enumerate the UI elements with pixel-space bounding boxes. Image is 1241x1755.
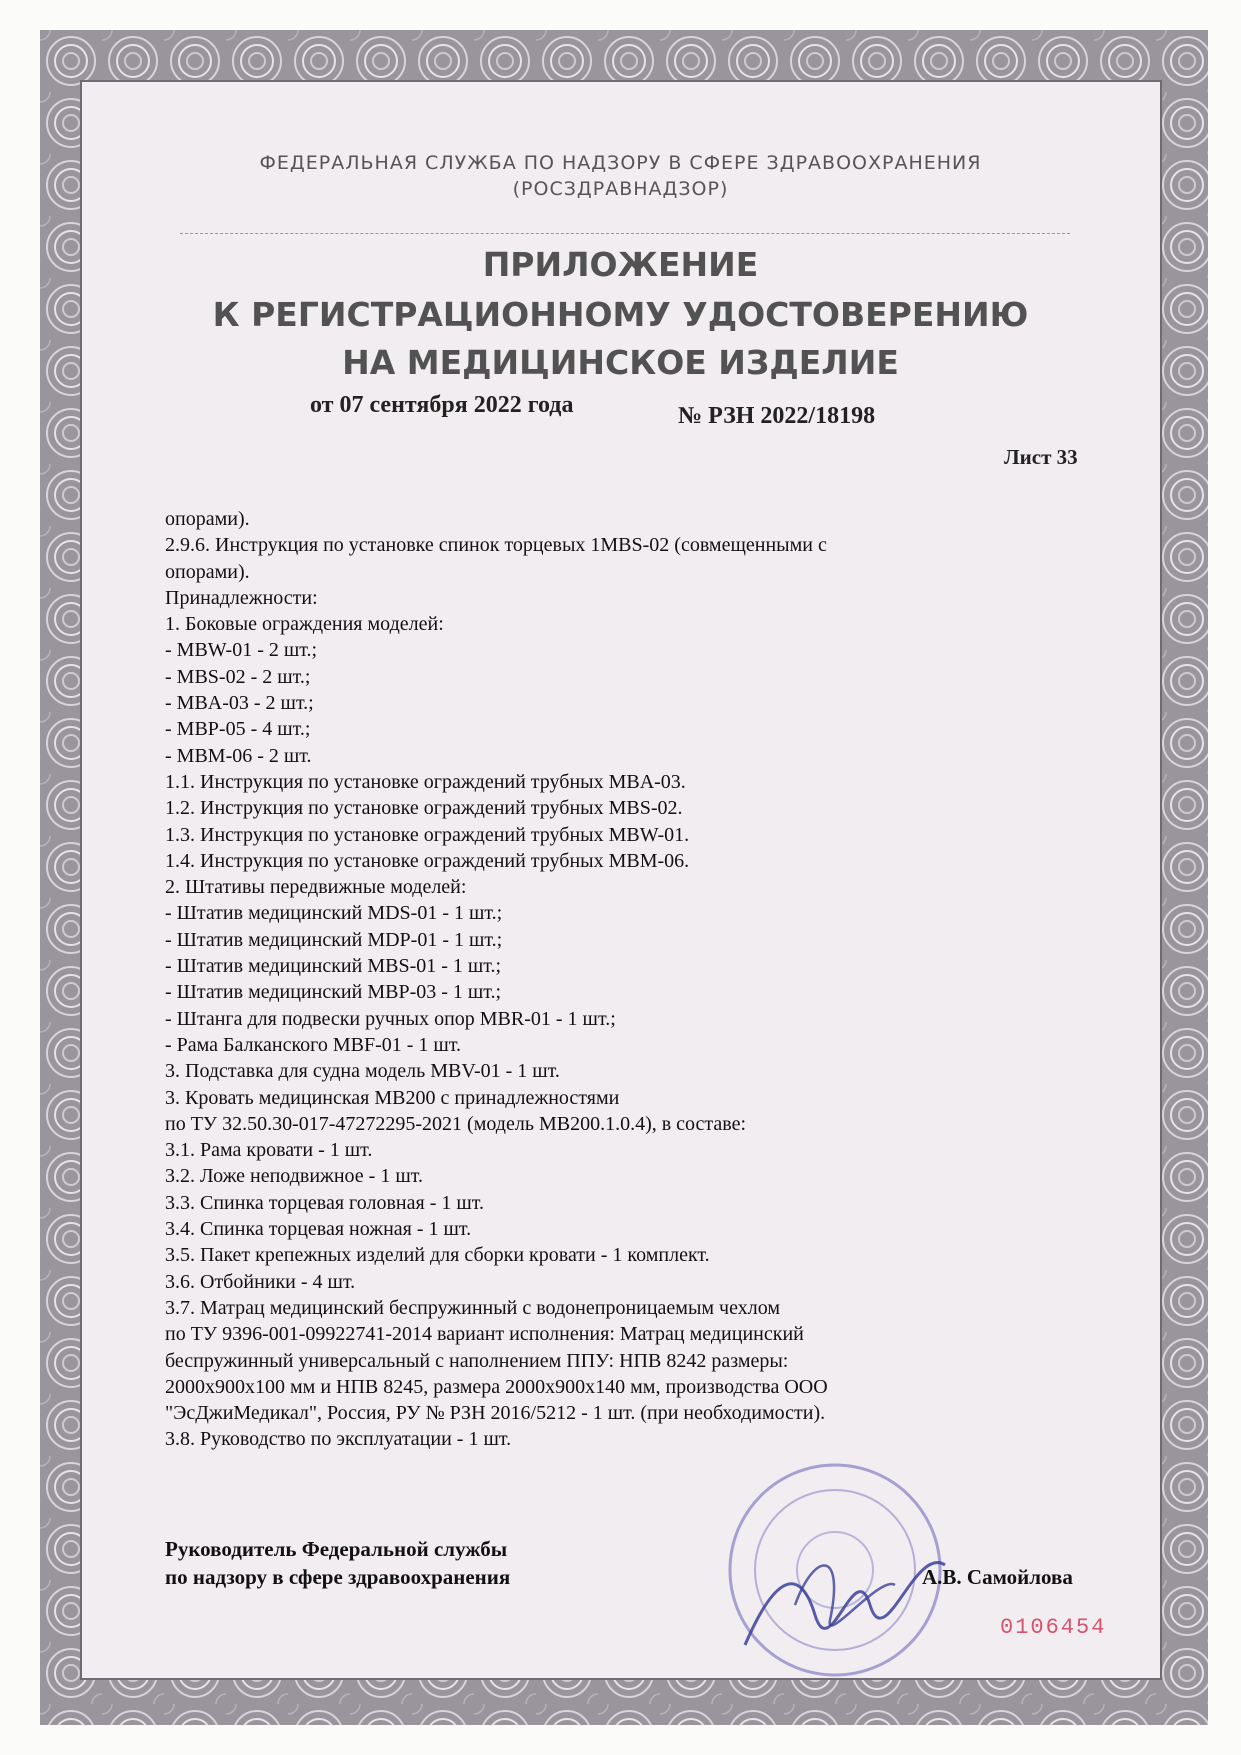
body-line: опорами). (165, 560, 250, 583)
body-line: Принадлежности: (165, 586, 318, 609)
issue-date: от 07 сентября 2022 года (310, 392, 574, 418)
body-line: - Штатив медицинский MDS-01 - 1 шт.; (165, 902, 503, 925)
agency-abbreviation: (РОСЗДРАВНАДЗОР) (512, 178, 729, 200)
registration-number: № РЗН 2022/18198 (678, 403, 876, 429)
body-line: - MBP-05 - 4 шт.; (165, 718, 311, 741)
document-body (165, 506, 1065, 1453)
body-line: 2000x900x100 мм и НПВ 8245, размера 2000x900x140 мм, производства ООО (165, 1375, 828, 1398)
body-line: 3.5. Пакет крепежных изделий для сборки кровати - 1 комплект. (165, 1244, 710, 1267)
body-line: - Штатив медицинский MDP-01 - 1 шт.; (165, 928, 503, 951)
body-line: 3. Подставка для судна модель MBV-01 - 1 шт. (165, 1060, 560, 1083)
body-line: 1.4. Инструкция по установке ограждений трубных MBM-06. (165, 849, 690, 872)
title-line-2: К РЕГИСТРАЦИОННОМУ УДОСТОВЕРЕНИЮ (212, 295, 1029, 334)
body-line: 1.3. Инструкция по установке ограждений трубных MBW-01. (165, 823, 690, 846)
body-line: 1. Боковые ограждения моделей: (165, 613, 444, 636)
body-line: 2.9.6. Инструкция по установке спинок торцевых 1MBS-02 (совмещенными с (165, 534, 827, 557)
body-line: 3.7. Матрац медицинский беспружинный с водонепроницаемым чехлом (165, 1296, 780, 1319)
signatory-title-1: Руководитель Федеральной службы (165, 1537, 508, 1561)
body-line: беспружинный универсальный с наполнением ППУ: НПВ 8242 размеры: (165, 1349, 789, 1372)
header-divider (180, 233, 1070, 234)
body-line: 3.4. Спинка торцевая ножная - 1 шт. (165, 1218, 472, 1241)
serial-number: 0106454 (1000, 1615, 1107, 1640)
body-line: - Штатив медицинский MBP-03 - 1 шт.; (165, 981, 502, 1004)
agency-name: ФЕДЕРАЛЬНАЯ СЛУЖБА ПО НАДЗОРУ В СФЕРЕ ЗДРАВООХРАНЕНИЯ (259, 152, 982, 174)
body-line: "ЭсДжиМедикал", Россия, РУ № РЗН 2016/5212 - 1 шт. (при необходимости). (165, 1402, 826, 1425)
body-line: 3.2. Ложе неподвижное - 1 шт. (165, 1165, 423, 1188)
body-line: - MBM-06 - 2 шт. (165, 744, 312, 767)
body-line: 1.1. Инструкция по установке ограждений трубных MBA-03. (165, 770, 686, 793)
title-line-1: ПРИЛОЖЕНИЕ (482, 245, 759, 284)
body-line: - MBS-02 - 2 шт.; (165, 665, 311, 688)
body-line: 1.2. Инструкция по установке ограждений трубных MBS-02. (165, 797, 683, 820)
title-line-3: НА МЕДИЦИНСКОЕ ИЗДЕЛИЕ (342, 343, 899, 382)
body-line: - MBW-01 - 2 шт.; (165, 639, 318, 662)
body-line: 3. Кровать медицинская MB200 с принадлежностями (165, 1086, 620, 1109)
body-line: - MBA-03 - 2 шт.; (165, 692, 314, 715)
body-line: 3.1. Рама кровати - 1 шт. (165, 1139, 373, 1162)
body-line: - Штатив медицинский MBS-01 - 1 шт.; (165, 955, 502, 978)
signatory-name: А.В. Самойлова (922, 1565, 1073, 1589)
body-line: 3.3. Спинка торцевая головная - 1 шт. (165, 1191, 484, 1214)
body-line: - Штанга для подвески ручных опор MBR-01 - 1 шт.; (165, 1007, 616, 1030)
body-line: 3.6. Отбойники - 4 шт. (165, 1270, 356, 1293)
body-line: по ТУ 9396-001-09922741-2014 вариант исполнения: Матрац медицинский (165, 1323, 804, 1346)
signatory-title-2: по надзору в сфере здравоохранения (165, 1565, 511, 1589)
body-line: 3.8. Руководство по эксплуатации - 1 шт. (165, 1428, 512, 1451)
body-line: 2. Штативы передвижные моделей: (165, 876, 467, 899)
body-line: опорами). (165, 508, 250, 530)
body-line: - Рама Балканского MBF-01 - 1 шт. (165, 1033, 462, 1056)
body-line: по ТУ 32.50.30-017-47272295-2021 (модель MB200.1.0.4), в составе: (165, 1112, 747, 1135)
sheet-number: Лист 33 (1004, 445, 1078, 469)
